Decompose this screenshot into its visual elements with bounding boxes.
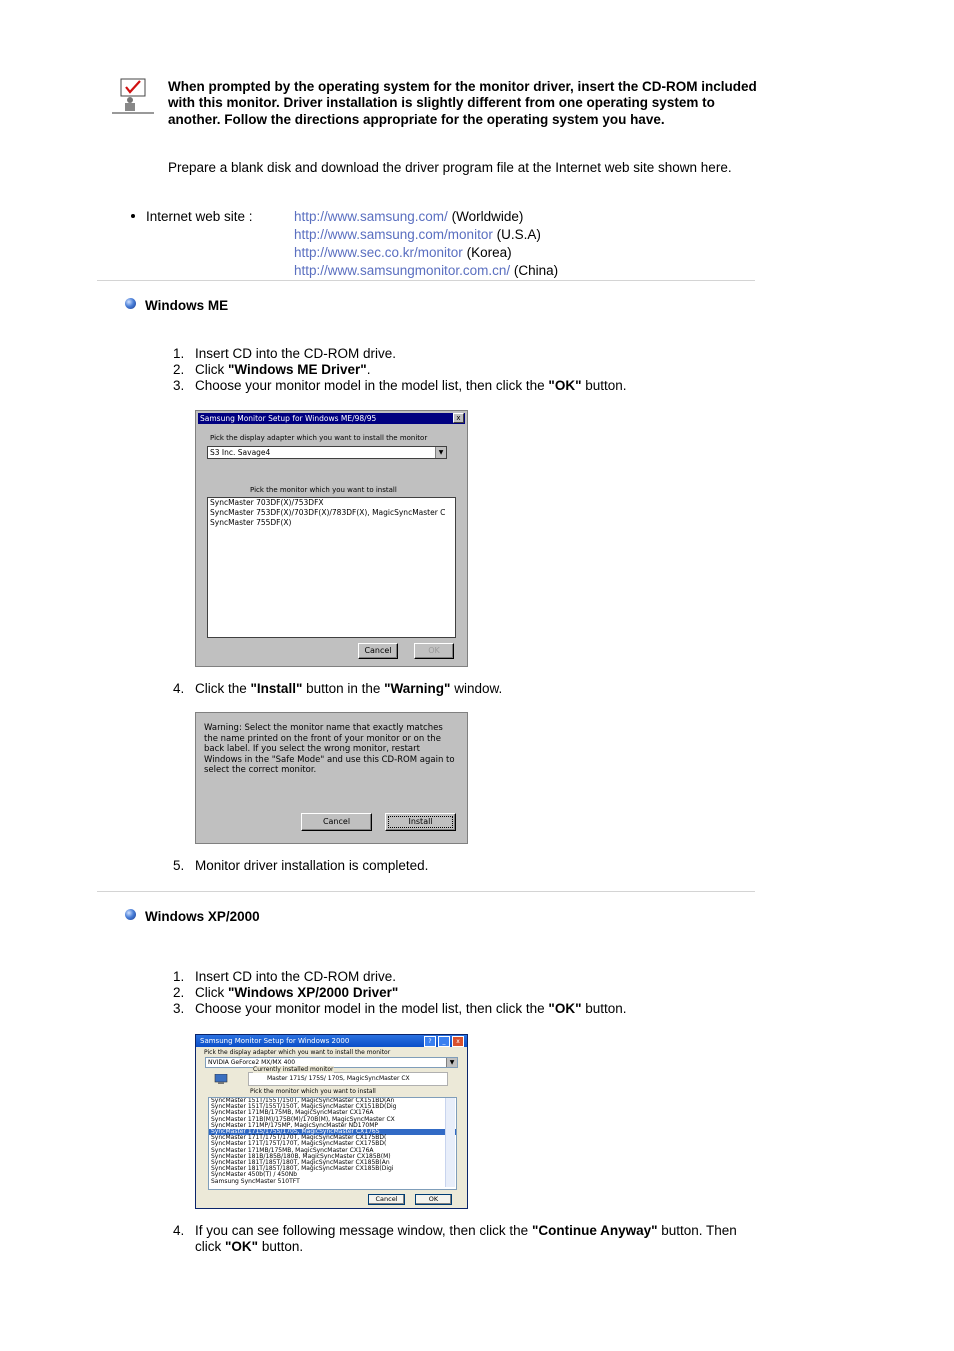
site-link-china[interactable]: http://www.samsungmonitor.com.cn/	[294, 263, 511, 278]
step-text: Click the	[195, 681, 251, 696]
step-bold: "OK"	[548, 1001, 582, 1016]
website-bullet	[131, 214, 135, 218]
step-text: Click	[195, 985, 228, 1000]
list-item	[173, 985, 763, 1001]
step-text: Insert CD into the CD-ROM drive.	[195, 969, 397, 984]
step-bold: "Continue Anyway"	[531, 1223, 658, 1238]
site-link-worldwide[interactable]: http://www.samsung.com/	[294, 209, 448, 224]
step-number: 4.	[173, 1223, 185, 1238]
divider	[97, 891, 755, 892]
scrollbar[interactable]	[445, 1098, 455, 1187]
list-item[interactable]: SyncMaster 450b(T) / 450Nb	[211, 1171, 298, 1179]
adapter-value: NVIDIA GeForce2 MX/MX 400	[208, 1059, 296, 1066]
step-number: 1.	[173, 969, 185, 984]
list-item-selected[interactable]: SyncMaster 171S/175S/170S, MagicSyncMaster CX176S	[209, 1129, 456, 1135]
adapter-value: S3 Inc. Savage4	[210, 448, 271, 457]
site-link-korea[interactable]: http://www.sec.co.kr/monitor	[294, 245, 463, 260]
step-number: 2.	[173, 985, 185, 1000]
list-item	[173, 1223, 763, 1255]
site-region: (Worldwide)	[451, 209, 524, 224]
step-number: 5.	[173, 858, 185, 873]
site-row	[294, 263, 558, 278]
list-item	[173, 346, 763, 362]
adapter-select[interactable]	[207, 446, 447, 459]
list-item[interactable]: SyncMaster 171MP/175MP, MagicSyncMaster ND170MP	[211, 1121, 379, 1129]
step-text: Monitor driver installation is completed.	[195, 858, 429, 873]
list-item[interactable]: SyncMaster 703DF(X)/753DFX	[210, 498, 324, 507]
step-bold: "OK"	[548, 378, 582, 393]
step-text: window.	[450, 681, 503, 696]
monitor-list[interactable]	[208, 1097, 457, 1190]
site-region: (China)	[513, 263, 559, 278]
section-title-me: Windows ME	[145, 298, 229, 313]
me-step-4	[173, 681, 763, 697]
xp-setup-dialog	[195, 1034, 468, 1209]
site-region: (U.S.A)	[496, 227, 541, 242]
me-setup-dialog	[195, 410, 468, 667]
step-bold: "Install"	[250, 681, 303, 696]
step-bold: "Windows ME Driver"	[228, 362, 367, 377]
note-icon	[112, 78, 154, 114]
step-text: Click	[195, 362, 228, 377]
chevron-down-icon[interactable]: ▼	[446, 1058, 457, 1067]
intro-prepare-text: Prepare a blank disk and download the driver program file at the Internet web site shown here.	[168, 160, 732, 175]
monitor-list[interactable]	[207, 497, 456, 638]
current-monitor-label: Currently installed monitor	[253, 1066, 334, 1073]
section-bullet-icon	[125, 909, 136, 920]
step-number: 1.	[173, 346, 185, 361]
site-row	[294, 227, 541, 242]
intro-bold-text: When prompted by the operating system for the monitor driver, insert the CD-ROM included with this monitor. Driver installation is slightly different from one operating system to another. Follow the directions appropriate for the operating system you have.	[168, 79, 757, 127]
close-icon[interactable]: x	[453, 413, 464, 423]
adapter-label: Pick the display adapter which you want to install the monitor	[210, 434, 428, 442]
warning-text: Warning: Select the monitor name that exactly matches the name printed on the front of your monitor or on the back label. If you select the wrong monitor, restart Windows in the "Safe Mode" and use this CD-ROM again to select the correct monitor.	[204, 723, 455, 775]
list-item[interactable]: SyncMaster 171T/175T/170T, MagicSyncMaster CX175BD(	[211, 1134, 387, 1142]
step-text: button in the	[302, 681, 385, 696]
monitor-label: Pick the monitor which you want to install	[250, 1088, 376, 1095]
monitor-label: Pick the monitor which you want to install	[250, 486, 397, 494]
chevron-down-icon[interactable]: ▼	[435, 447, 446, 458]
current-monitor-value: Master 171S/ 175S/ 170S, MagicSyncMaster CX	[267, 1075, 410, 1082]
list-item[interactable]: Samsung SyncMaster 510TFT	[211, 1177, 300, 1185]
ok-button[interactable]: OK	[414, 643, 454, 659]
step-number: 3.	[173, 1001, 185, 1016]
me-step-5	[173, 858, 763, 874]
xp-steps-1-3	[173, 969, 763, 1017]
dialog-title: Samsung Monitor Setup for Windows 2000	[196, 1035, 467, 1047]
dialog-title: Samsung Monitor Setup for Windows ME/98/95	[198, 413, 465, 424]
step-text: button.	[581, 1001, 627, 1016]
list-item	[173, 362, 763, 378]
list-item[interactable]: SyncMaster 181T/185T/180T, MagicSyncMaster CX185B(Digi	[211, 1165, 394, 1173]
adapter-label: Pick the display adapter which you want to install the monitor	[204, 1049, 391, 1056]
step-text: button.	[581, 378, 627, 393]
site-link-usa[interactable]: http://www.samsung.com/monitor	[294, 227, 493, 242]
step-bold: "Windows XP/2000 Driver"	[228, 985, 399, 1000]
list-item[interactable]: SyncMaster 171MB/175MB, MagicSyncMaster CX176A	[211, 1146, 374, 1154]
xp-step-4	[173, 1223, 763, 1255]
list-item[interactable]: SyncMaster 151T/155T/150T, MagicSyncMaster CX151BD(Dig	[211, 1103, 397, 1111]
install-button[interactable]: Install	[385, 813, 456, 831]
site-row	[294, 245, 512, 260]
cancel-button[interactable]: Cancel	[368, 1194, 405, 1205]
help-icon[interactable]: ?	[424, 1036, 436, 1047]
section-title-xp: Windows XP/2000	[145, 909, 260, 924]
step-text: button.	[258, 1239, 304, 1254]
list-item	[173, 858, 763, 874]
list-item[interactable]: SyncMaster 753DF(X)/703DF(X)/783DF(X), MagicSyncMaster C	[210, 508, 446, 517]
list-item[interactable]: SyncMaster 171B(M)/175B(M)/170B(M), MagicSyncMaster CX	[211, 1115, 395, 1123]
step-text: button. Then click	[195, 1223, 737, 1254]
warning-dialog	[195, 712, 468, 844]
site-region: (Korea)	[466, 245, 512, 260]
step-text: Choose your monitor model in the model list, then click the	[195, 1001, 549, 1016]
list-item	[173, 1001, 763, 1017]
list-item[interactable]: SyncMaster 151T/155T/150T, MagicSyncMaster CX151BD(An	[211, 1097, 395, 1104]
list-item[interactable]: SyncMaster 755DF(X)	[210, 518, 292, 527]
cancel-button[interactable]: Cancel	[358, 643, 398, 659]
step-text: Choose your monitor model in the model list, then click the	[195, 378, 549, 393]
step-number: 3.	[173, 378, 185, 393]
current-monitor-box	[248, 1072, 448, 1086]
list-item[interactable]: SyncMaster 171MB/175MB, MagicSyncMaster CX176A	[211, 1109, 374, 1117]
cancel-button[interactable]: Cancel	[301, 813, 372, 831]
section-bullet-icon	[125, 298, 136, 309]
close-icon[interactable]: x	[452, 1036, 464, 1047]
list-item	[173, 681, 763, 697]
step-bold: "Warning"	[384, 681, 451, 696]
step-number: 2.	[173, 362, 185, 377]
step-text: Insert CD into the CD-ROM drive.	[195, 346, 397, 361]
me-steps-1-3	[173, 346, 763, 394]
monitor-icon	[214, 1073, 228, 1084]
step-text: .	[366, 362, 371, 377]
site-row	[294, 209, 523, 224]
minimize-icon[interactable]: _	[438, 1036, 450, 1047]
list-item	[173, 378, 763, 394]
website-label: Internet web site :	[146, 209, 253, 224]
divider	[97, 280, 755, 281]
list-item	[173, 969, 763, 985]
list-item[interactable]: SyncMaster 181B/185B/180B, MagicSyncMaster CX185B(M)	[211, 1152, 391, 1160]
step-number: 4.	[173, 681, 185, 696]
step-bold: "OK"	[225, 1239, 259, 1254]
list-item[interactable]: SyncMaster 181T/185T/180T, MagicSyncMaster CX185B(An	[211, 1159, 390, 1167]
step-text: If you can see following message window, then click the	[195, 1223, 532, 1238]
note-check-icon	[112, 78, 154, 114]
ok-button[interactable]: OK	[415, 1194, 452, 1205]
list-item[interactable]: SyncMaster 171T/175T/170T, MagicSyncMaster CX175BD(	[211, 1140, 387, 1148]
